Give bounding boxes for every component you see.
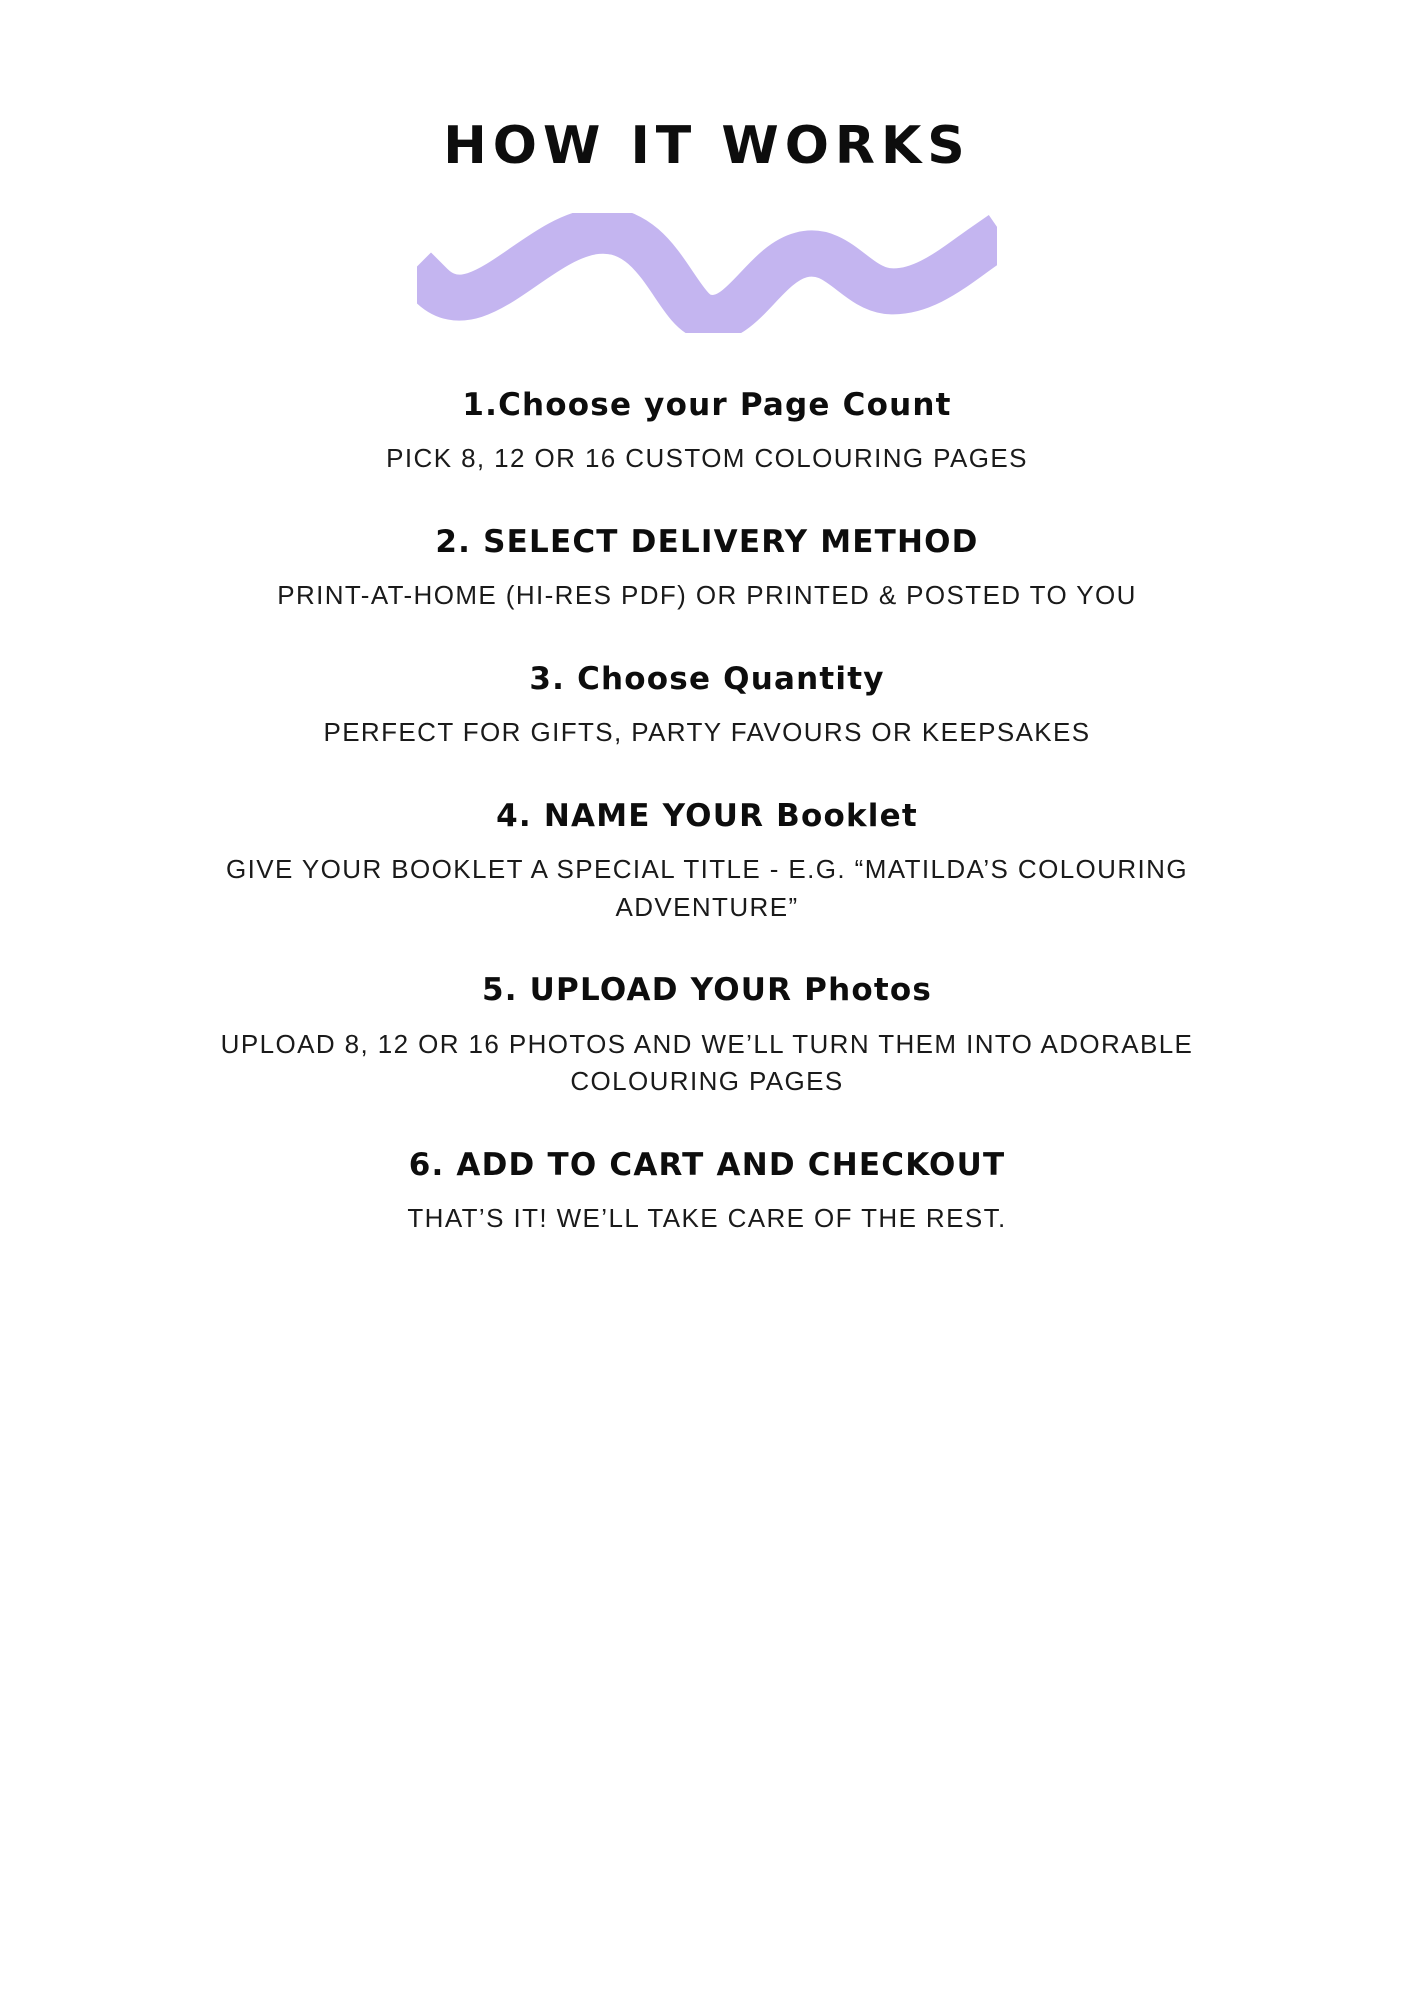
step-description: PERFECT FOR GIFTS, PARTY FAVOURS OR KEEPSAKES <box>323 717 1091 748</box>
step-description: UPLOAD 8, 12 OR 16 PHOTOS AND WE’LL TURN THEM INTO ADORABLE COLOURING PAGES <box>220 1028 1194 1097</box>
step-description: PRINT-AT-HOME (HI-RES PDF) OR PRINTED & POSTED TO YOU <box>277 580 1137 611</box>
step-description: GIVE YOUR BOOKLET A SPECIAL TITLE - E.G. “MATILDA’S COLOURING ADVENTURE” <box>226 854 1188 922</box>
list-item <box>120 798 1294 927</box>
list-item <box>120 1147 1294 1238</box>
page-title: HOW IT WORKS <box>443 116 971 176</box>
step-heading: 4. NAME YOUR Booklet <box>496 797 918 834</box>
step-heading: 6. ADD TO CART AND CHECKOUT <box>408 1146 1006 1183</box>
step-description: THAT’S IT! WE’LL TAKE CARE OF THE REST. <box>407 1203 1007 1234</box>
step-description: PICK 8, 12 OR 16 CUSTOM COLOURING PAGES <box>386 443 1028 474</box>
steps-list <box>120 387 1294 1238</box>
list-item <box>120 387 1294 478</box>
wavy-squiggle-icon <box>417 213 997 333</box>
step-heading: 2. SELECT DELIVERY METHOD <box>435 524 979 561</box>
step-heading: 3. Choose Quantity <box>529 660 885 697</box>
decorative-divider <box>120 213 1294 333</box>
step-heading: 5. UPLOAD YOUR Photos <box>481 972 933 1009</box>
step-heading: 1.Choose your Page Count <box>462 387 952 424</box>
list-item <box>120 972 1294 1101</box>
list-item <box>120 524 1294 615</box>
list-item <box>120 661 1294 752</box>
